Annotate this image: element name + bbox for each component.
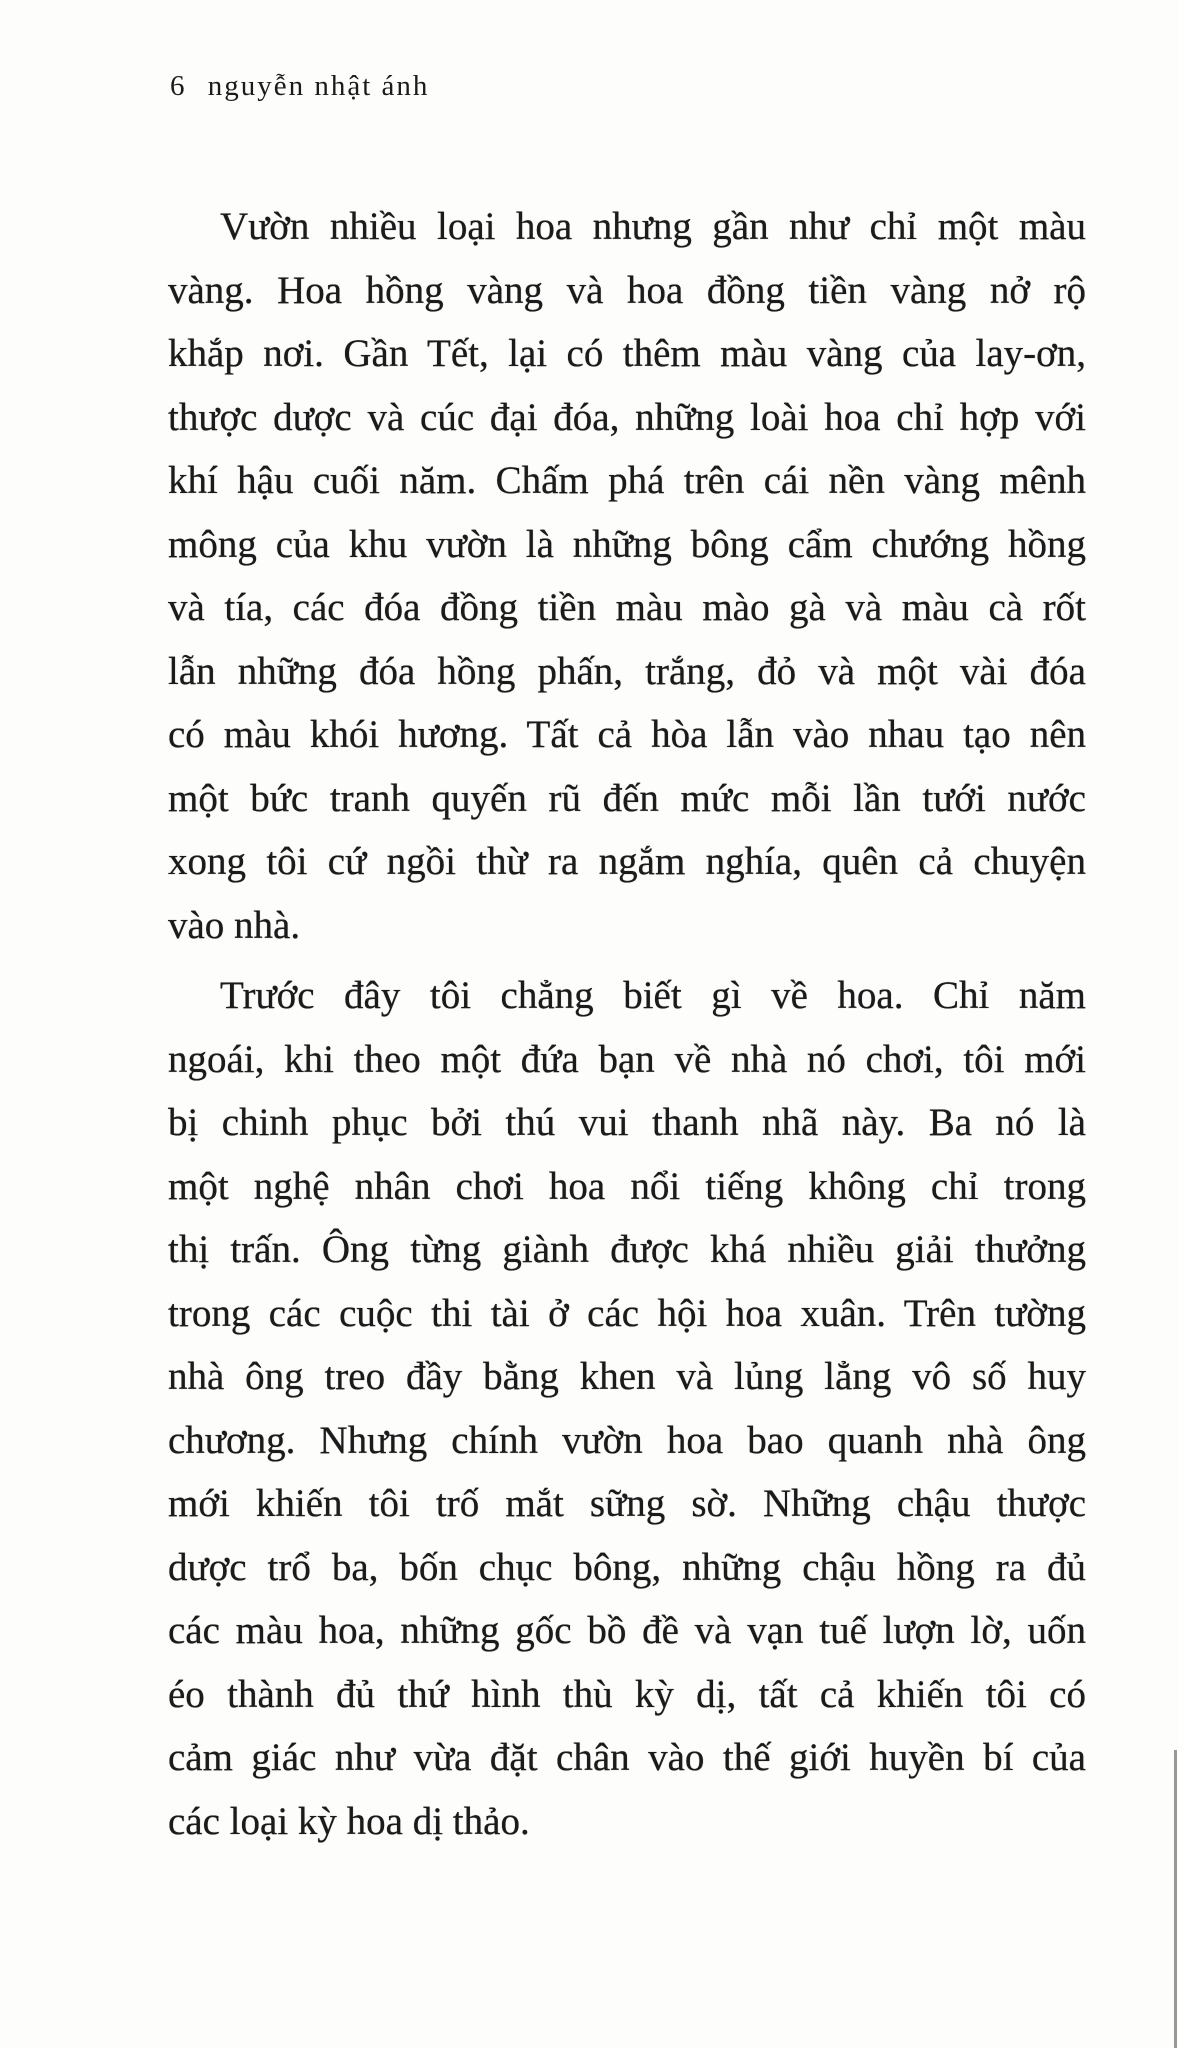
text-line: một bức tranh quyến rũ đến mức mỗi lần tưới nước [168,776,1086,820]
text-line: các loại kỳ hoa dị thảo. [168,1799,530,1843]
author-name: nguyễn nhật ánh [207,70,430,102]
text-line: và tía, các đóa đồng tiền màu mào gà và màu cà rốt [168,586,1086,629]
paragraph-1 [168,195,1086,957]
text-line: khắp nơi. Gần Tết, lại có thêm màu vàng của lay-ơn, [168,332,1086,375]
body-text [168,195,1086,1853]
text-line: chương. Nhưng chính vườn hoa bao quanh nhà ông [168,1418,1086,1462]
text-line: vào nhà. [168,903,301,947]
text-line: thị trấn. Ông từng giành được khá nhiều giải thưởng [168,1228,1086,1271]
text-line: xong tôi cứ ngồi thừ ra ngắm nghía, quên cả chuyện [168,840,1086,883]
running-header [170,70,429,103]
page-number: 6 [170,70,187,102]
text-line: mông của khu vườn là những bông cẩm chướng hồng [168,522,1086,566]
text-line: cảm giác như vừa đặt chân vào thế giới huyền bí của [168,1736,1086,1779]
text-line: vàng. Hoa hồng vàng và hoa đồng tiền vàng nở rộ [168,268,1086,312]
text-line: các màu hoa, những gốc bồ đề và vạn tuế lượn lờ, uốn [168,1609,1086,1652]
text-line: khí hậu cuối năm. Chấm phá trên cái nền vàng mênh [168,459,1086,502]
text-line: lẫn những đóa hồng phấn, trắng, đỏ và một vài đóa [168,649,1086,693]
paragraph-2 [168,964,1086,1853]
text-line: bị chinh phục bởi thú vui thanh nhã này. Ba nó là [168,1101,1086,1144]
text-line: Trước đây tôi chẳng biết gì về hoa. Chỉ năm [220,974,1086,1017]
text-line: thược dược và cúc đại đóa, những loài hoa chỉ hợp với [168,395,1086,439]
page-edge-shadow [1174,1750,1177,2048]
text-line: Vườn nhiều loại hoa nhưng gần như chỉ một màu [220,205,1086,248]
text-line: nhà ông treo đầy bằng khen và lủng lẳng vô số huy [168,1355,1086,1398]
text-line: ngoái, khi theo một đứa bạn về nhà nó chơi, tôi mới [168,1037,1086,1081]
text-line: có màu khói hương. Tất cả hòa lẫn vào nhau tạo nên [168,713,1086,756]
text-line: éo thành đủ thứ hình thù kỳ dị, tất cả khiến tôi có [168,1672,1086,1716]
text-line: mới khiến tôi trố mắt sững sờ. Những chậu thược [168,1482,1086,1525]
text-line: dược trổ ba, bốn chục bông, những chậu hồng ra đủ [168,1545,1086,1589]
text-line: một nghệ nhân chơi hoa nổi tiếng không chỉ trong [168,1164,1086,1208]
text-line: trong các cuộc thi tài ở các hội hoa xuân. Trên tường [168,1291,1086,1335]
